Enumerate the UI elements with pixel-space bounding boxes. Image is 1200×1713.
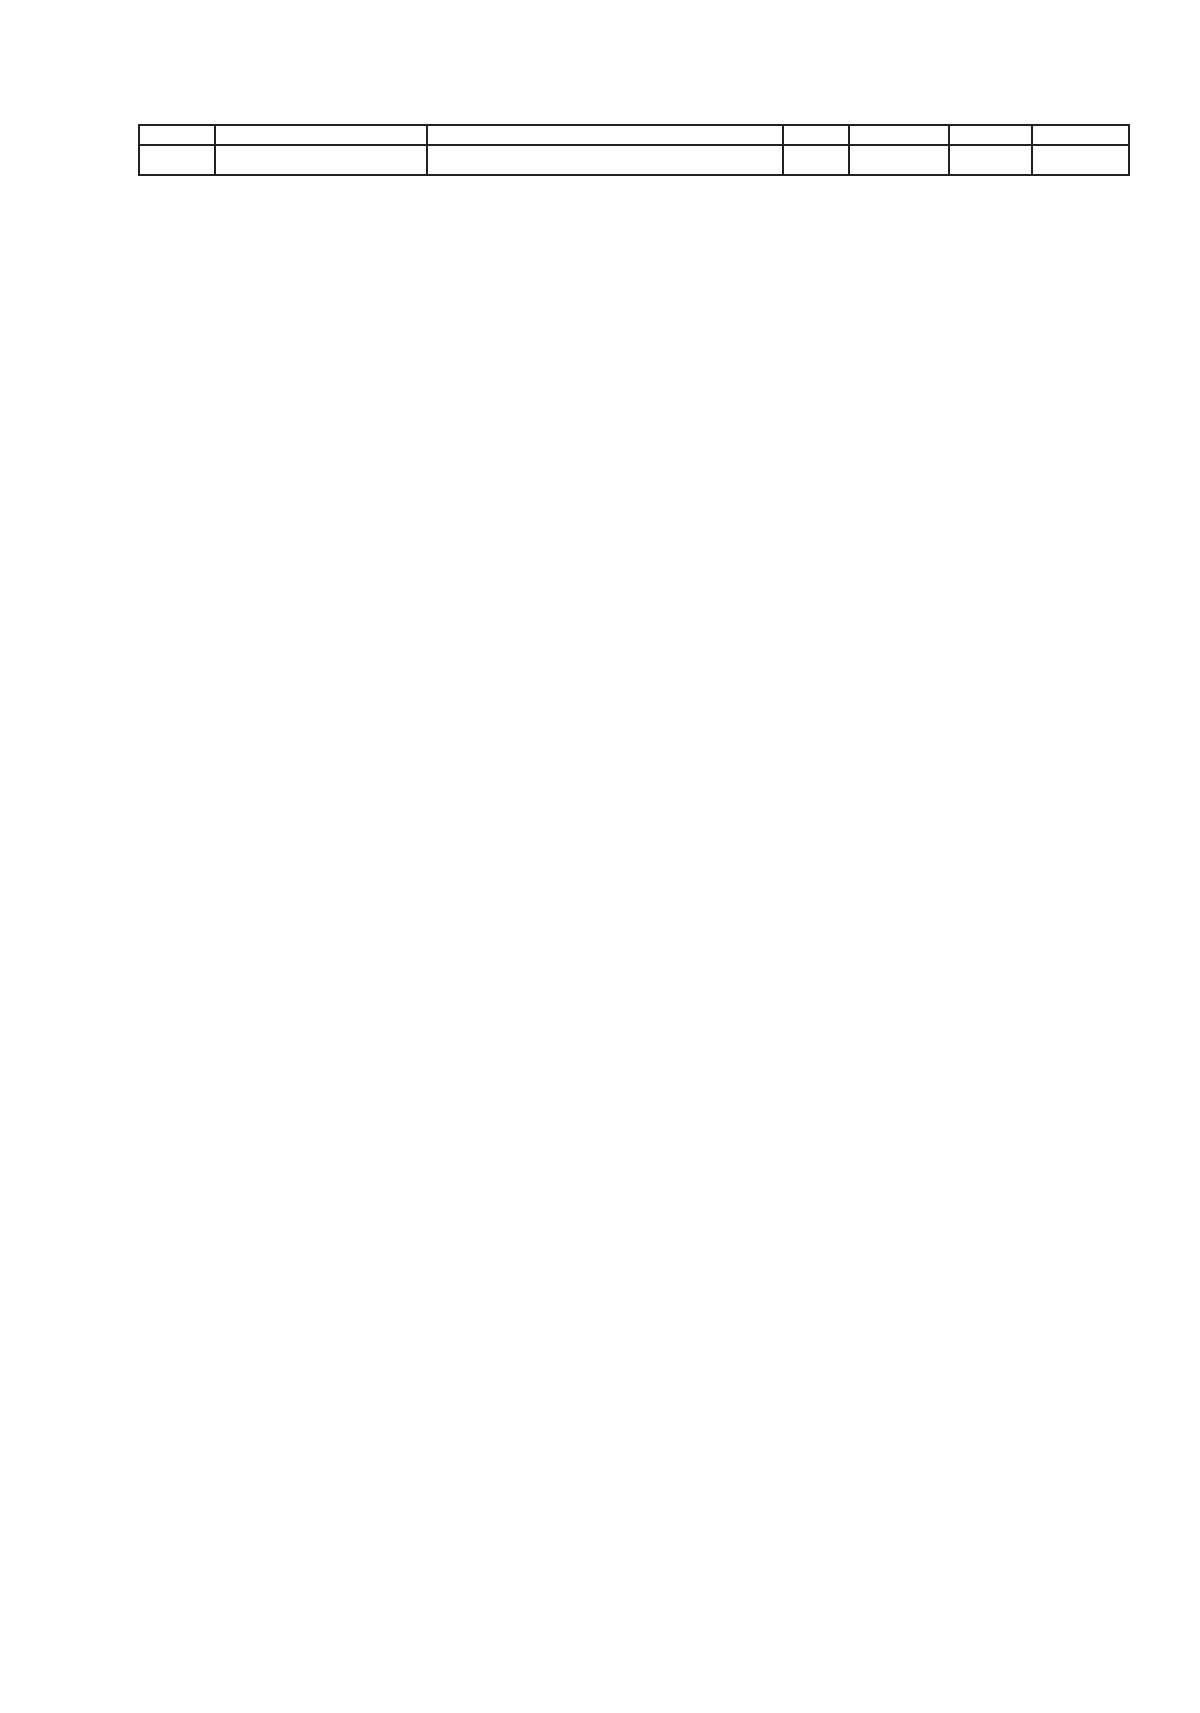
value-cell-4 [1032,145,1129,175]
number-cell [139,125,215,145]
table-row-continuation [139,125,1129,145]
value-cell [1032,125,1129,145]
name-cell [215,125,427,145]
value-cell-1 [783,145,849,175]
indicator-table [138,124,1130,176]
table-row-30-2 [139,145,1129,175]
value-cell [783,125,849,145]
value-cell-3 [949,145,1032,175]
indicator-name [215,145,427,175]
value-cell [849,125,949,145]
indicator-number [139,145,215,175]
value-cell [949,125,1032,145]
value-cell-2 [849,145,949,175]
formula-cell [427,145,783,175]
formula-cell [427,125,783,145]
